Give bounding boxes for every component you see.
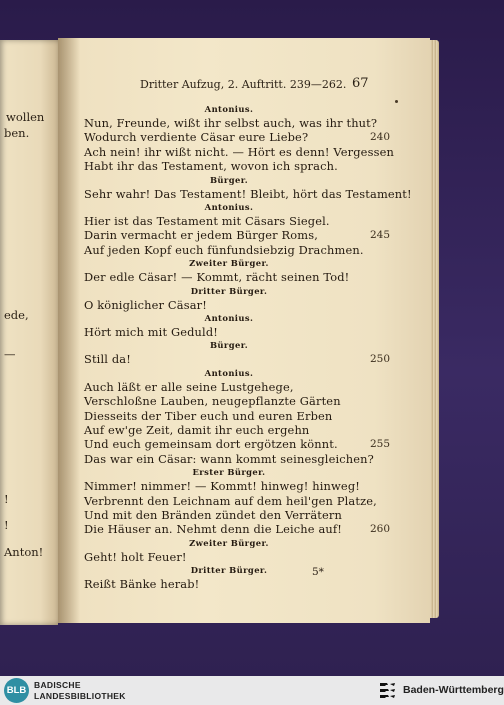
verse-line: Nun, Freunde, wißt ihr selbst auch, was ihr thut? xyxy=(84,116,378,130)
line-number: 250 xyxy=(369,353,390,366)
line-number: 240 xyxy=(369,131,390,144)
footer-bar xyxy=(0,676,504,705)
verse-line: Diesseits der Tiber euch und euren Erben xyxy=(84,408,333,423)
verse-line: Reißt Bänke herab! xyxy=(84,577,200,592)
line-number: 245 xyxy=(369,229,390,242)
verse-line: Habt ihr das Testament, wovon ich sprach. xyxy=(84,159,338,174)
speaker-name: Zweiter Bürger. xyxy=(189,258,269,269)
speaker-name: Dritter Bürger. xyxy=(190,285,268,296)
speaker-name: Erster Bürger. xyxy=(192,467,266,478)
verse-line: Auf ew'ge Zeit, damit ihr euch ergehn xyxy=(84,423,310,437)
left-page-fragment: wollen xyxy=(6,110,45,124)
verse-line: Ach nein! ihr wißt nicht. — Hört es denn! Vergessen xyxy=(84,144,394,159)
running-head: Dritter Aufzug, 2. Auftritt. 239—262. xyxy=(140,78,347,91)
verse-line: Still da! xyxy=(84,352,131,367)
left-page-fragment: ede, xyxy=(4,308,29,322)
verse-line: O königlicher Cäsar! xyxy=(84,297,207,312)
left-page-fragment: ! xyxy=(4,492,9,506)
speaker-name: Dritter Bürger. xyxy=(190,565,268,576)
page-number: 67 xyxy=(352,76,369,91)
verse-line: Und mit den Bränden zündet den Verrätern xyxy=(84,508,343,522)
verse-line: Hört mich mit Geduld! xyxy=(84,325,218,339)
region-label: Baden-Württemberg xyxy=(403,684,504,696)
verse-line: Wodurch verdiente Cäsar eure Liebe? xyxy=(84,130,309,145)
library-name-line2: LANDESBIBLIOTHEK xyxy=(34,691,126,701)
speaker-name: Bürger. xyxy=(209,340,249,351)
verse-line: Auch läßt er alle seine Lustgehege, xyxy=(84,379,294,394)
left-page-fragment: Anton! xyxy=(4,545,44,559)
verse-line: Verschloßne Lauben, neugepflanzte Gärten xyxy=(84,394,341,409)
line-number: 260 xyxy=(369,523,390,536)
verse-line: Verbrennt den Leichnam auf dem heil'gen Platze, xyxy=(84,493,377,508)
verse-line: Das war ein Cäsar: wann kommt seinesgleichen? xyxy=(84,451,374,466)
verse-line: Der edle Cäsar! — Kommt, rächt seinen Tod! xyxy=(84,270,350,285)
left-page-fragment: — xyxy=(4,347,16,361)
page-speck xyxy=(395,100,398,103)
speaker-name: Bürger. xyxy=(209,174,249,185)
speaker-name: Antonius. xyxy=(204,202,254,212)
speaker-name: Antonius. xyxy=(204,313,254,323)
library-name-line1: BADISCHE xyxy=(34,680,81,690)
verse-line: Und euch gemeinsam dort ergötzen könnt. xyxy=(84,437,338,452)
verse-line: Sehr wahr! Das Testament! Bleibt, hört das Testament! xyxy=(84,186,412,201)
lions-crest-icon xyxy=(378,680,398,701)
signature-mark: 5* xyxy=(312,566,324,578)
speaker-name: Zweiter Bürger. xyxy=(189,537,269,548)
line-number: 255 xyxy=(369,438,390,451)
verse-line: Darin vermacht er jedem Bürger Roms, xyxy=(84,228,318,243)
verse-line: Auf jeden Kopf euch fünfundsiebzig Drachmen. xyxy=(84,242,364,257)
verse-line: Geht! holt Feuer! xyxy=(84,549,187,564)
speaker-name: Antonius. xyxy=(204,104,254,114)
left-facing-page xyxy=(0,40,58,625)
left-page-fragment: ! xyxy=(4,518,9,532)
verse-line: Die Häuser an. Nehmt denn die Leiche auf! xyxy=(84,522,342,537)
blb-logo-icon[interactable]: BLB xyxy=(4,678,29,703)
verse-line: Nimmer! nimmer! — Kommt! hinweg! hinweg! xyxy=(84,479,360,494)
speaker-name: Antonius. xyxy=(204,367,254,378)
left-page-fragment: ben. xyxy=(4,126,30,140)
page-gutter-shadow xyxy=(58,38,80,623)
verse-line: Hier ist das Testament mit Cäsars Siegel. xyxy=(84,214,330,228)
